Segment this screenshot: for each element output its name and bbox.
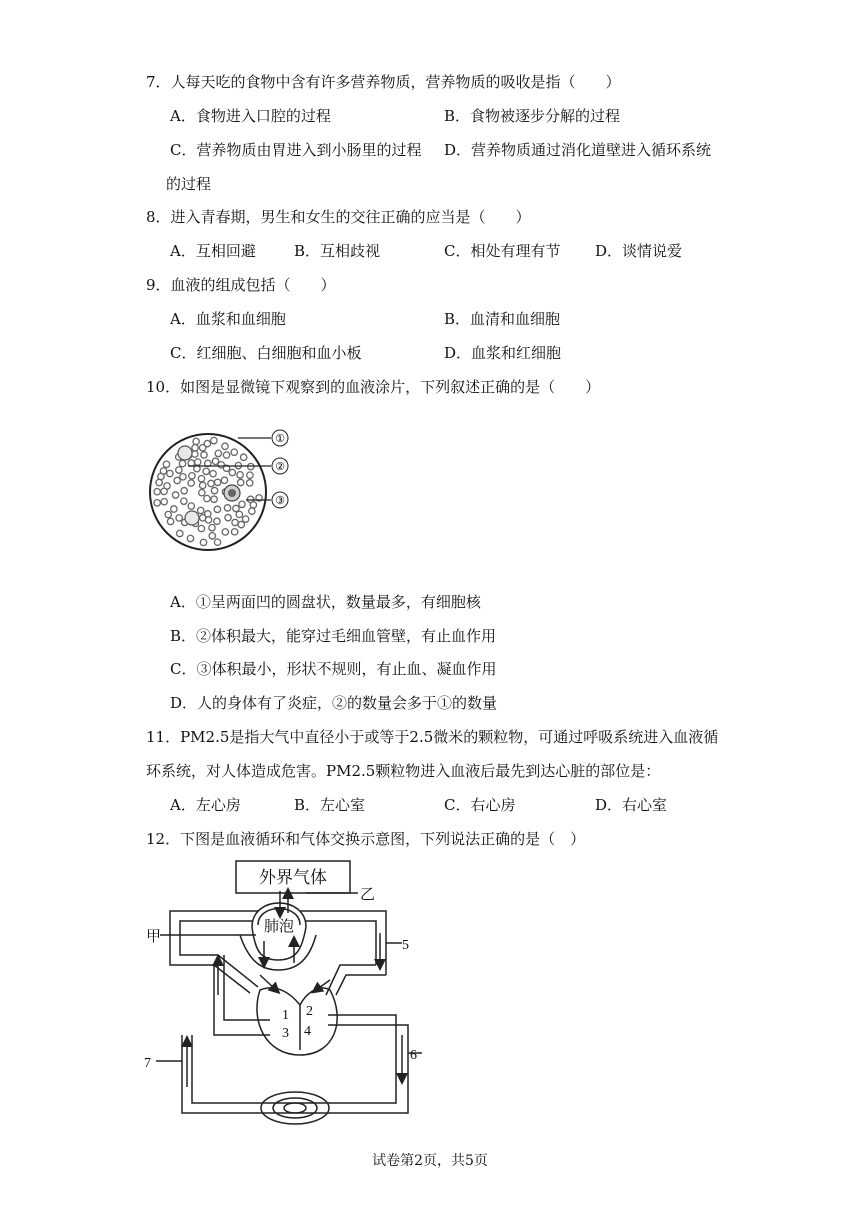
q8-option-a: A．互相回避 (170, 242, 256, 260)
red-blood-cell (211, 487, 217, 493)
q11-stem-line1: 11．PM2.5是指大气中直径小于或等于2.5微米的颗粒物，可通过呼吸系统进入血液循 (146, 728, 719, 746)
blood-smear-figure (146, 420, 306, 560)
red-blood-cell (201, 452, 207, 458)
red-blood-cell (199, 489, 205, 495)
q7-stem: 7．人每天吃的食物中含有许多营养物质，营养物质的吸收是指（ ） (146, 73, 621, 91)
red-blood-cell (223, 452, 229, 458)
red-blood-cell (192, 445, 198, 451)
red-blood-cell (204, 495, 210, 501)
red-blood-cell (161, 488, 167, 494)
red-blood-cell (179, 460, 185, 466)
red-blood-cell (205, 517, 211, 523)
q10-option-c: C．③体积最小，形状不规则，有止血、凝血作用 (170, 660, 497, 678)
q11-option-b: B．左心室 (294, 796, 366, 814)
q10-option-b: B．②体积最大，能穿过毛细血管壁，有止血作用 (170, 627, 497, 645)
red-blood-cell (214, 479, 220, 485)
red-blood-cell (200, 539, 206, 545)
red-blood-cell (247, 472, 253, 478)
red-blood-cell (167, 470, 173, 476)
red-blood-cell (209, 533, 215, 539)
red-blood-cell (167, 518, 173, 524)
red-blood-cell (214, 539, 220, 545)
red-blood-cell (209, 525, 215, 531)
red-blood-cell (233, 505, 239, 511)
label-6: 6 (410, 1048, 417, 1063)
red-blood-cell (204, 440, 210, 446)
q11-stem-line2: 环系统，对人体造成危害。PM2.5颗粒物进入血液后最先到达心脏的部位是： (146, 762, 661, 780)
heart-label-1: 1 (282, 1008, 289, 1023)
red-blood-cell (236, 511, 242, 517)
red-blood-cell (221, 477, 227, 483)
red-blood-cell (222, 443, 228, 449)
q8-stem: 8．进入青春期，男生和女生的交往正确的应当是（ ） (146, 208, 531, 226)
red-blood-cell (177, 530, 183, 536)
circulation-diagram (140, 855, 430, 1155)
red-blood-cell (232, 519, 238, 525)
red-blood-cell (165, 511, 171, 517)
alveolus-label: 肺泡 (263, 917, 295, 935)
red-blood-cell (229, 469, 235, 475)
red-blood-cell (225, 514, 231, 520)
label-5: 5 (402, 938, 409, 953)
red-blood-cell (211, 437, 217, 443)
red-blood-cell (160, 468, 166, 474)
red-blood-cell (198, 525, 204, 531)
q8-option-c: C．相处有理有节 (444, 242, 561, 260)
red-blood-cell (198, 507, 204, 513)
red-blood-cell (188, 503, 194, 509)
red-blood-cell (180, 474, 186, 480)
red-blood-cell (211, 496, 217, 502)
red-blood-cell (203, 468, 209, 474)
red-blood-cell (222, 529, 228, 535)
red-blood-cell (214, 518, 220, 524)
red-blood-cell (163, 461, 169, 467)
red-blood-cell (224, 505, 230, 511)
red-blood-cell (215, 450, 221, 456)
red-blood-cell (205, 511, 211, 517)
q9-stem: 9．血液的组成包括（ ） (146, 276, 336, 294)
red-blood-cell (161, 498, 167, 504)
red-blood-cell (240, 454, 246, 460)
red-blood-cell (181, 498, 187, 504)
red-blood-cell (193, 438, 199, 444)
q7-option-b: B．食物被逐步分解的过程 (444, 107, 621, 125)
red-blood-cell (188, 480, 194, 486)
label-1: ① (275, 432, 285, 445)
red-blood-cell (192, 451, 198, 457)
red-blood-cell (188, 460, 194, 466)
q10-stem: 10．如图是显微镜下观察到的血液涂片，下列叙述正确的是（ ） (146, 378, 601, 396)
red-blood-cell (176, 515, 182, 521)
q12-stem: 12．下图是血液循环和气体交换示意图，下列说法正确的是（ ） (146, 830, 586, 848)
q11-option-c: C．右心房 (444, 796, 516, 814)
red-blood-cell (214, 506, 220, 512)
q7-option-a: A．食物进入口腔的过程 (170, 107, 331, 125)
yi-label: 乙 (360, 885, 376, 903)
q11-option-a: A．左心房 (170, 796, 241, 814)
red-blood-cell (195, 459, 201, 465)
q7-option-c: C．营养物质由胃进入到小肠里的过程 (170, 141, 422, 159)
red-blood-cell (172, 492, 178, 498)
red-blood-cell (249, 508, 255, 514)
q11-option-d: D．右心室 (595, 796, 668, 814)
red-blood-cell (237, 479, 243, 485)
q9-option-b: B．血清和血细胞 (444, 310, 561, 328)
red-blood-cell (171, 506, 177, 512)
red-blood-cell (198, 476, 204, 482)
q8-option-d: D．谈情说爱 (595, 242, 683, 260)
label-7: 7 (144, 1056, 151, 1071)
red-blood-cell (181, 488, 187, 494)
label-3: ③ (275, 494, 285, 507)
q7-option-d-cont: 的过程 (166, 175, 212, 193)
red-blood-cell (176, 467, 182, 473)
page-footer: 试卷第2页，共5页 (372, 1153, 488, 1169)
red-blood-cell (189, 473, 195, 479)
red-blood-cell (218, 462, 224, 468)
red-blood-cell (154, 488, 160, 494)
red-blood-cell (208, 480, 214, 486)
red-blood-cell (199, 482, 205, 488)
red-blood-cell (239, 501, 245, 507)
heart-label-3: 3 (282, 1026, 289, 1041)
q7-option-d: D．营养物质通过消化道壁进入循环系统 (444, 141, 712, 159)
heart-label-2: 2 (306, 1004, 313, 1019)
red-blood-cell (231, 449, 237, 455)
red-blood-cell (242, 516, 248, 522)
q9-option-d: D．血浆和红细胞 (444, 344, 562, 362)
heart-label-4: 4 (304, 1024, 311, 1039)
q9-option-a: A．血浆和血细胞 (170, 310, 286, 328)
q10-option-a: A．①呈两面凹的圆盘状，数量最多，有细胞核 (170, 593, 481, 611)
q10-option-d: D．人的身体有了炎症，②的数量会多于①的数量 (170, 694, 498, 712)
red-blood-cell (237, 472, 243, 478)
red-blood-cell (238, 521, 244, 527)
red-blood-cell (154, 500, 160, 506)
red-blood-cell (250, 502, 256, 508)
q9-option-c: C．红细胞、白细胞和血小板 (170, 344, 362, 362)
red-blood-cell (210, 470, 216, 476)
label-2: ② (275, 460, 285, 473)
red-blood-cell (246, 480, 252, 486)
q8-option-b: B．互相歧视 (294, 242, 381, 260)
red-blood-cell (187, 535, 193, 541)
red-blood-cell (231, 529, 237, 535)
red-blood-cell (156, 479, 162, 485)
jia-label: 甲 (146, 927, 162, 945)
outside-air-label: 外界气体 (259, 868, 327, 888)
